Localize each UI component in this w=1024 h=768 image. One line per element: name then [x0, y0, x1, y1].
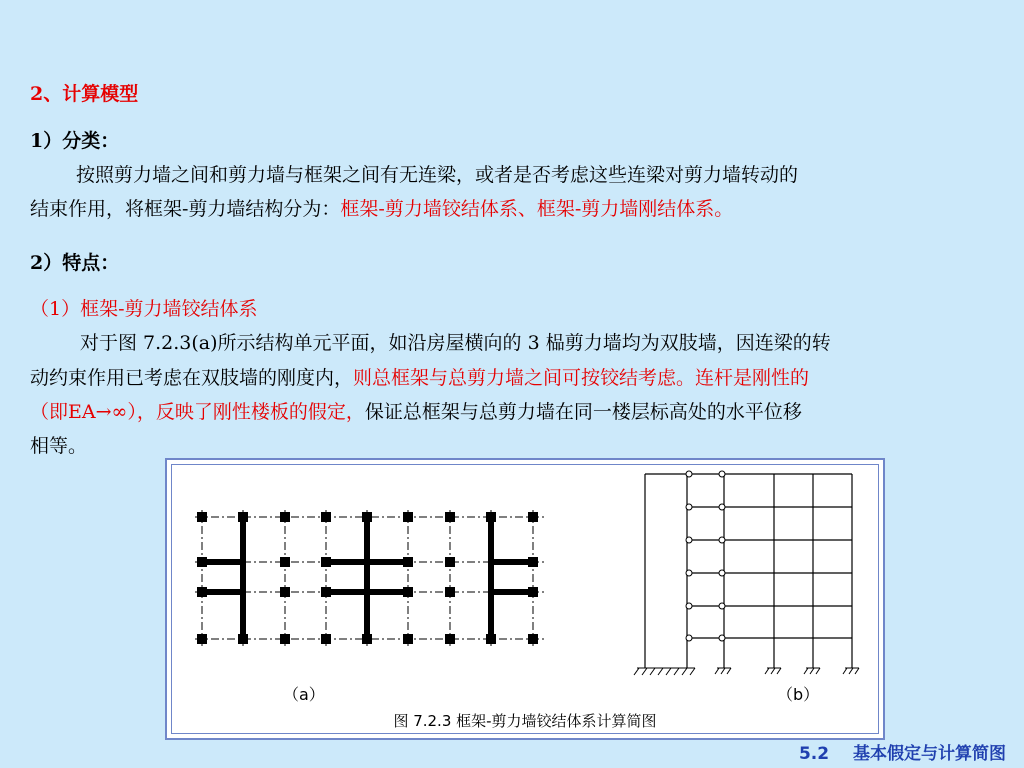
figure-caption: 图 7.2.3 框架-剪力墙铰结体系计算简图: [393, 712, 657, 730]
para2-line1: 对于图 7.2.3(a)所示结构单元平面，如沿房屋横向的 3 榀剪力墙均为双肢墙，因连梁的转: [80, 332, 831, 354]
wall-right-vertical: [488, 517, 494, 639]
subheading-hinged-system: （1）框架-剪力墙铰结体系: [30, 298, 258, 320]
para2-line2-highlight: 则总框架与总剪力墙之间可按铰结考虑。连杆是刚性的: [353, 367, 810, 389]
plan-shear-walls: [202, 517, 533, 639]
para2-line3-highlight: （即EA→∞），反映了刚性楼板的假定，: [30, 401, 365, 423]
footer-section-number: 5.2: [798, 744, 830, 764]
classification-heading: 1）分类：: [30, 130, 120, 152]
para2-line3: [30, 395, 802, 429]
elevation-diagram: [645, 474, 852, 668]
figure-7-2-3: [165, 458, 885, 740]
para1-line2-prefix: 结束作用，将框架-剪力墙结构分为：: [30, 198, 341, 220]
wall-left-lower-flange: [202, 589, 246, 595]
figure-label-b: （b）: [777, 685, 820, 704]
para1-line2-highlight: 框架-剪力墙铰结体系、框架-剪力墙刚结体系。: [340, 198, 734, 220]
features-heading: 2）特点：: [30, 252, 120, 274]
wall-left-upper-flange: [202, 559, 246, 565]
para1-line2: [30, 192, 733, 226]
footer: [781, 739, 1006, 764]
para2-line4: 相等。: [30, 435, 88, 457]
para2-line3-suffix: 保证总框架与总剪力墙在同一楼层标高处的水平位移: [364, 401, 802, 423]
footer-section-title: 基本假定与计算简图: [853, 744, 1006, 764]
wall-right-lower-flange: [488, 589, 533, 595]
para1-line1: 按照剪力墙之间和剪力墙与框架之间有无连梁，或者是否考虑这些连梁对剪力墙转动的: [76, 164, 799, 186]
link-hinges: [686, 471, 725, 641]
wall-mid-vertical: [364, 517, 370, 639]
wall-mid-upper-flange: [326, 559, 408, 565]
section-heading: 2、计算模型: [30, 83, 139, 105]
wall-right-upper-flange: [488, 559, 533, 565]
para2-line2-prefix: 动约束作用已考虑在双肢墙的刚度内，: [30, 367, 354, 389]
figure-label-a: （a）: [283, 685, 325, 704]
para2-line2: [30, 361, 809, 395]
ground-supports: [634, 668, 859, 675]
wall-left-vertical: [240, 517, 246, 639]
wall-mid-lower-flange: [326, 589, 408, 595]
